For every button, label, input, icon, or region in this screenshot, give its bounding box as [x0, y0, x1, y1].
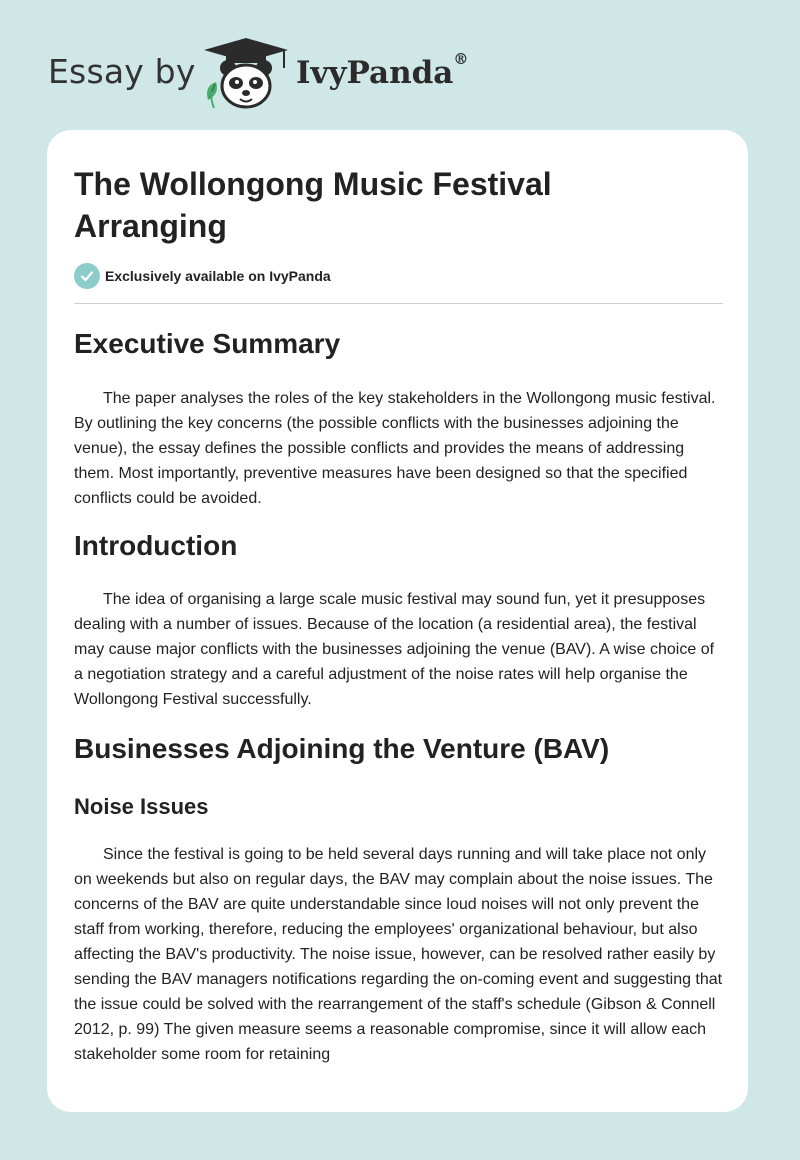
- registered-mark: ®: [453, 49, 469, 68]
- divider: [74, 303, 723, 304]
- brand-prefix: Essay by: [48, 52, 196, 91]
- section-heading: Executive Summary: [74, 328, 341, 359]
- section-heading: Introduction: [74, 530, 238, 561]
- panda-graduate-icon[interactable]: [200, 34, 292, 110]
- check-circle-icon: [74, 263, 100, 289]
- section-paragraph: The paper analyses the roles of the key stakeholders in the Wollongong music festival. By outlining the key concerns (the possible conflicts with the businesses adjoining the venue), the essay defines the possible conflicts and provides the means of addressing them. Most importantly, preventive measures have been designed so that the specified conflicts could be avoided.: [74, 390, 716, 507]
- section-paragraph: The idea of organising a large scale music festival may sound fun, yet it presupposes dealing with a number of issues. Because of the location (a residential area), the festival may cause major conflicts with the businesses adjoining the venue (BAV). A wise choice of a negotiation strategy and a careful adjustment of the noise rates will help organise the Wollongong Festival successfully.: [74, 591, 715, 708]
- section-subheading: Noise Issues: [74, 794, 209, 819]
- section-paragraph: Since the festival is going to be held several days running and will take place not only on weekends but also on regular days, the BAV may complain about the noise issues. The concerns of the BAV are quite understandable since loud noises will not only prevent the staff from working, therefore, reducing the employees' organizational behaviour, but also affecting the BAV's productivity. The noise issue, however, can be resolved rather easily by sending the BAV managers notifications regarding the on-coming event and suggesting that the issue could be solved with the rearrangement of the staff's schedule (Gibson & Connell 2012, p. 99) The given measure seems a reasonable compromise, since it will allow each stakeholder some room for retaining: [74, 846, 723, 1063]
- essay-card: [47, 130, 748, 1112]
- page-title: The Wollongong Music Festival Arranging: [74, 166, 552, 244]
- site-header: [0, 0, 800, 130]
- section-heading: Businesses Adjoining the Venture (BAV): [74, 733, 610, 764]
- brand-name[interactable]: IvyPanda®: [296, 49, 469, 91]
- exclusive-badge: [74, 263, 331, 289]
- badge-label: Exclusively available on IvyPanda: [105, 268, 331, 284]
